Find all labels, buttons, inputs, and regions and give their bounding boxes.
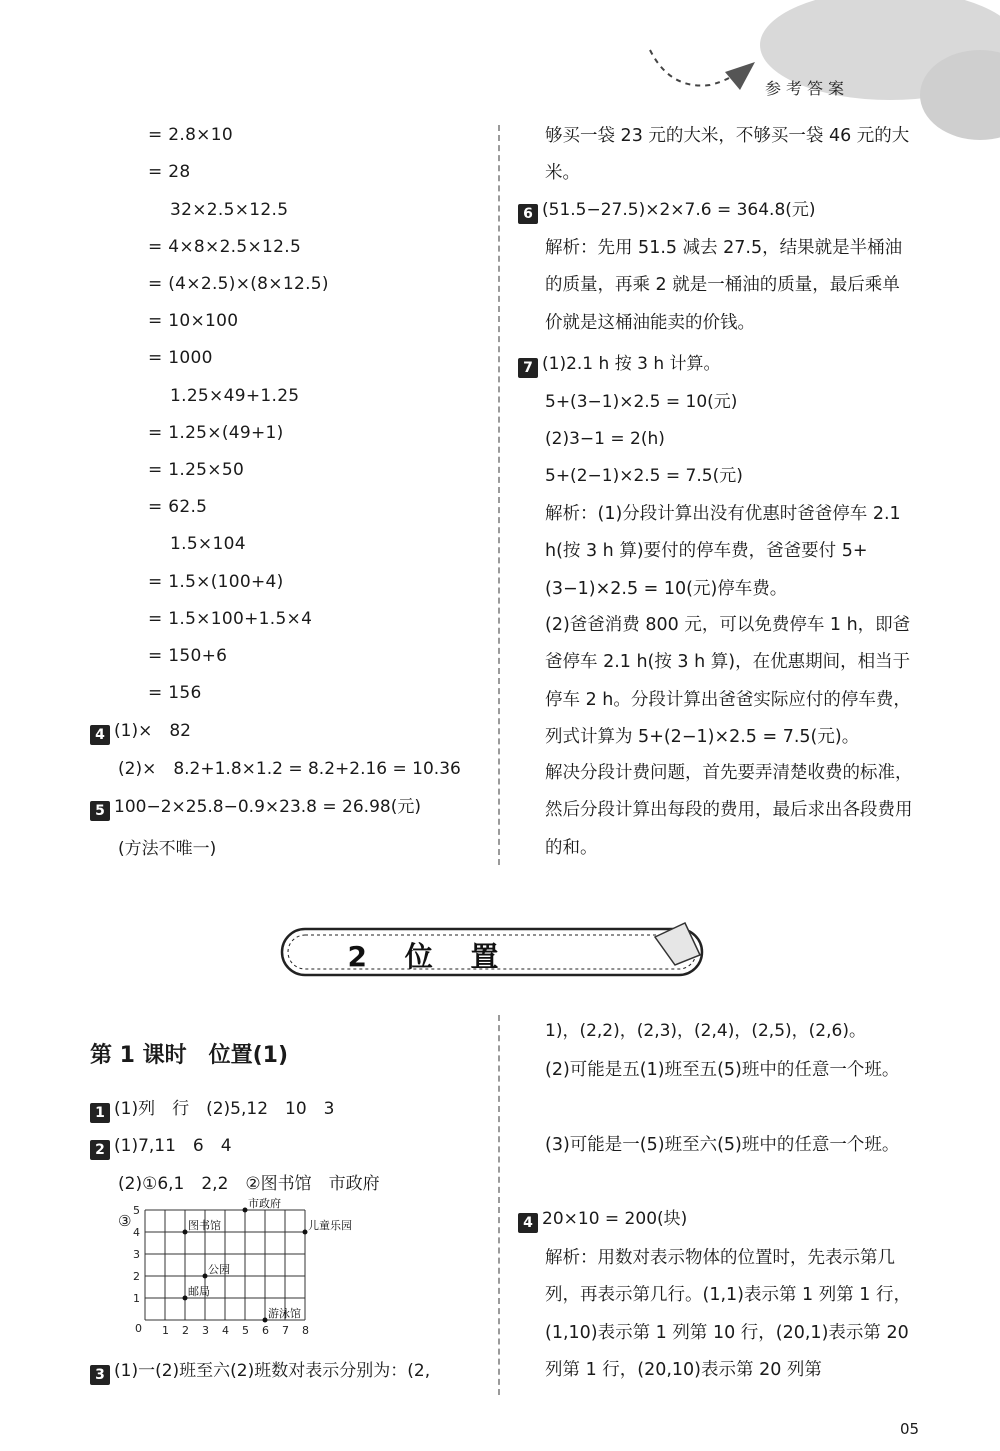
place-point <box>183 1230 188 1235</box>
q6-answer: (51.5−27.5)×2×7.6 = 364.8(元) <box>542 200 816 220</box>
question-1 <box>90 1098 334 1123</box>
question-number-badge: 4 <box>90 725 110 745</box>
q4-answer-1: (1)× 82 <box>114 721 191 741</box>
y-tick-label: 5 <box>133 1204 140 1217</box>
x-tick-label: 6 <box>262 1324 269 1337</box>
eq-line: = (4×2.5)×(8×12.5) <box>148 274 329 294</box>
q5-note: (方法不唯一) <box>118 839 217 859</box>
paragraph: 1)，(2,2)，(2,3)，(2,4)，(2,5)，(2,6)。 <box>545 1021 866 1041</box>
q7-analysis-2: (2)爸爸消费 800 元，可以免费停车 1 h，即爸爸停车 2.1 h(按 3 h 算)，在优惠期间，相当于停车 2 h。分段计算出爸爸实际应付的停车费，列式计算为 5+(2−1)×2.5 = 7.5(元)。 <box>545 615 911 748</box>
eq-line: = 156 <box>148 683 202 703</box>
question-number-badge: 5 <box>90 801 110 821</box>
place-label: 儿童乐园 <box>308 1219 352 1232</box>
q3-answer: (1)一(2)班至六(2)班数对表示分别为：(2, <box>114 1361 431 1381</box>
y-tick-label: 4 <box>133 1226 140 1239</box>
eq-line: = 1000 <box>148 348 213 368</box>
question-number-badge: 6 <box>518 204 538 224</box>
lesson-title: 第 1 课时 位置(1) <box>90 1043 289 1068</box>
q2-sub-3: ③ <box>118 1212 132 1230</box>
q5-answer: 100−2×25.8−0.9×23.8 = 26.98(元) <box>114 797 421 817</box>
x-tick-label: 1 <box>162 1324 169 1337</box>
q4-lesson-answer: 20×10 = 200(块) <box>542 1209 688 1229</box>
question-number-badge: 2 <box>90 1140 110 1160</box>
q6-analysis: 解析：先用 51.5 减去 27.5，结果就是半桶油的质量，再乘 2 就是一桶油的质量，最后乘单价就是这桶油能卖的价钱。 <box>545 238 903 333</box>
question-6 <box>518 199 816 224</box>
page-number: 05 <box>900 1420 920 1438</box>
header-decoration <box>580 0 1000 130</box>
x-tick-label: 8 <box>302 1324 309 1337</box>
eq-line: = 1.5×(100+4) <box>148 572 284 592</box>
q7-line: (2)3−1 = 2(h) <box>545 429 665 449</box>
place-label: 图书馆 <box>188 1219 221 1232</box>
eq-line: = 1.5×100+1.5×4 <box>148 609 313 629</box>
eq-line: 1.5×104 <box>170 534 246 554</box>
question-number-badge: 4 <box>518 1213 538 1233</box>
question-5 <box>90 796 421 821</box>
section-title: 2 位 置 <box>347 940 513 973</box>
eq-line: 32×2.5×12.5 <box>170 200 289 220</box>
eq-line: = 2.8×10 <box>148 125 233 145</box>
place-point <box>303 1230 308 1235</box>
question-number-badge: 1 <box>90 1103 110 1123</box>
question-2 <box>90 1135 232 1160</box>
paragraph: 够买一袋 23 元的大米，不够买一袋 46 元的大米。 <box>545 126 910 184</box>
place-label: 游泳馆 <box>268 1307 301 1320</box>
column-divider-top <box>498 125 500 865</box>
q2-answer-2: (2)①6,1 2,2 ②图书馆 市政府 <box>118 1174 380 1194</box>
q7-line: (1)2.1 h 按 3 h 计算。 <box>542 354 721 374</box>
place-point <box>243 1208 248 1213</box>
q4-answer-2: (2)× 8.2+1.8×1.2 = 8.2+2.16 = 10.36 <box>118 759 461 779</box>
eq-line: 1.25×49+1.25 <box>170 386 300 406</box>
q4-lesson-analysis: 解析：用数对表示物体的位置时，先表示第几列，再表示第几行。(1,1)表示第 1 列第 1 行，(1,10)表示第 1 列第 10 行，(20,1)表示第 20 列第 1 行，(20,10)表示第 20 列第 <box>545 1248 912 1381</box>
grid-origin-label: 0 <box>135 1322 142 1335</box>
paragraph: (2)可能是五(1)班至五(5)班中的任意一个班。 <box>545 1060 900 1080</box>
place-label: 市政府 <box>248 1197 281 1210</box>
q7-analysis-1: 解析：(1)分段计算出没有优惠时爸爸停车 2.1 h(按 3 h 算)要付的停车费，爸爸要付 5+(3−1)×2.5 = 10(元)停车费。 <box>545 504 901 599</box>
question-3 <box>90 1360 430 1385</box>
x-tick-label: 2 <box>182 1324 189 1337</box>
question-number-badge: 3 <box>90 1365 110 1385</box>
place-label: 邮局 <box>188 1285 210 1298</box>
eq-line: = 4×8×2.5×12.5 <box>148 237 302 257</box>
q7-line: 5+(2−1)×2.5 = 7.5(元) <box>545 466 743 486</box>
question-7 <box>518 353 721 378</box>
y-tick-label: 3 <box>133 1248 140 1261</box>
place-point <box>203 1274 208 1279</box>
q7-analysis-3: 解决分段计费问题，首先要弄清楚收费的标准，然后分段计算出每段的费用，最后求出各段费用的和。 <box>545 763 913 858</box>
column-divider-bottom <box>498 1015 500 1395</box>
x-tick-label: 4 <box>222 1324 229 1337</box>
eq-line: = 1.25×50 <box>148 460 245 480</box>
paragraph: (3)可能是一(5)班至六(5)班中的任意一个班。 <box>545 1135 900 1155</box>
place-point <box>183 1296 188 1301</box>
q1-answer: (1)列 行 (2)5,12 10 3 <box>114 1099 335 1119</box>
q2-answer-1: (1)7,11 6 4 <box>114 1136 232 1156</box>
question-4-lesson <box>518 1208 687 1233</box>
question-4 <box>90 720 191 745</box>
place-label: 公园 <box>208 1263 230 1276</box>
eq-line: = 1.25×(49+1) <box>148 423 284 443</box>
eq-line: = 10×100 <box>148 311 239 331</box>
x-tick-label: 7 <box>282 1324 289 1337</box>
coordinate-grid <box>115 1197 352 1345</box>
eq-line: = 28 <box>148 162 191 182</box>
eq-line: = 62.5 <box>148 497 208 517</box>
eq-line: = 150+6 <box>148 646 228 666</box>
place-point <box>263 1318 268 1323</box>
x-tick-label: 3 <box>202 1324 209 1337</box>
q7-line: 5+(3−1)×2.5 = 10(元) <box>545 392 738 412</box>
header-label: 参考答案 <box>765 79 850 98</box>
x-tick-label: 5 <box>242 1324 249 1337</box>
y-tick-label: 1 <box>133 1292 140 1305</box>
y-tick-label: 2 <box>133 1270 140 1283</box>
question-number-badge: 7 <box>518 358 538 378</box>
